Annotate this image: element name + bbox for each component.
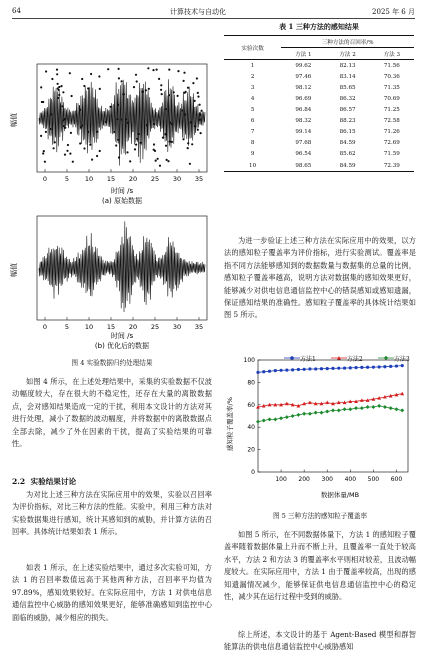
scatter-point: [43, 150, 45, 152]
data-point-method1: [383, 365, 386, 368]
plot-frame: [258, 360, 408, 472]
scatter-point: [183, 72, 185, 74]
data-point-method3: [296, 413, 300, 417]
scatter-point: [129, 160, 131, 162]
data-point-method3: [331, 408, 335, 412]
scatter-point: [200, 132, 202, 134]
table1-title: 表 1 三种方法的感知结果: [279, 22, 359, 31]
table-cell: 97.68: [295, 140, 312, 147]
data-point-method2: [400, 392, 404, 396]
table-cell: 6: [250, 118, 255, 125]
x-tick-label: 15: [106, 323, 116, 331]
x-tick-label: 400: [344, 476, 357, 483]
table-row: [224, 149, 414, 160]
scatter-point: [72, 161, 74, 163]
scatter-point: [118, 77, 120, 79]
table-cell: 96.54: [295, 151, 312, 158]
scatter-point: [136, 80, 138, 82]
scatter-point: [98, 75, 100, 77]
data-point-method3: [366, 405, 370, 409]
scatter-point: [96, 155, 98, 157]
table-cell: 9: [250, 151, 255, 158]
table-cell: 70.36: [383, 73, 400, 80]
table-row: [224, 82, 414, 93]
issue-date: 2025 年 6 月: [372, 8, 415, 16]
scatter-point: [168, 69, 170, 71]
scatter-point: [197, 129, 199, 131]
y-tick-label: 0: [251, 469, 255, 476]
data-point-method1: [366, 366, 369, 369]
data-point-method3: [371, 405, 375, 409]
table-cell: 2: [250, 73, 255, 80]
scatter-point: [56, 73, 58, 75]
figure4b-ylabel: 幅值: [10, 263, 18, 277]
figure4a-caption: (a) 原始数据: [102, 197, 142, 205]
data-point-method3: [343, 407, 347, 411]
scatter-point: [44, 161, 46, 163]
table-cell: 71.25: [383, 107, 400, 114]
data-point-method3: [360, 406, 364, 410]
scatter-point: [177, 95, 179, 97]
table-cell: 83.14: [339, 73, 356, 80]
data-point-method3: [383, 405, 387, 409]
table1-group-header: 三种方法的召回率/%: [281, 36, 414, 48]
data-point-method3: [308, 412, 312, 416]
series-line-method2: [258, 394, 402, 407]
scatter-point: [91, 159, 93, 161]
table-cell: 1: [250, 62, 255, 69]
scatter-point: [115, 144, 117, 146]
figure4-caption: 图 4 实验数据归约处理结果: [71, 359, 153, 367]
scatter-point: [99, 150, 101, 152]
table-cell: 8: [250, 140, 255, 147]
legend-label-method3: 方法3: [393, 355, 410, 363]
table1-method-header: 方法 1: [295, 51, 312, 58]
x-tick-label: 35: [194, 323, 204, 331]
data-point-method3: [291, 414, 295, 418]
x-tick-label: 20: [128, 323, 138, 331]
scatter-point: [83, 147, 85, 149]
table-cell: 97.46: [295, 73, 312, 80]
scatter-point: [45, 70, 47, 72]
data-point-method1: [303, 368, 306, 371]
figure5: [222, 346, 422, 501]
data-point-method1: [360, 366, 363, 369]
table-row: [224, 60, 414, 72]
table-cell: 71.26: [383, 129, 400, 136]
scatter-point: [165, 145, 167, 147]
figure4b-ticks: [43, 317, 203, 331]
scatter-point: [159, 165, 161, 167]
scatter-point: [81, 78, 83, 80]
x-tick-label: 10: [84, 175, 94, 183]
data-point-method3: [394, 407, 398, 411]
data-point-method1: [314, 367, 317, 370]
x-tick-label: 15: [106, 175, 116, 183]
table-cell: 71.35: [383, 84, 400, 91]
legend-label-method1: 方法1: [300, 355, 316, 363]
table-cell: 71.56: [383, 62, 400, 69]
scatter-point: [67, 144, 69, 146]
figure4a-xlabel: 时间 /s: [110, 187, 134, 195]
scatter-point: [167, 160, 169, 162]
x-tick-label: 0: [42, 175, 48, 183]
scatter-point: [196, 77, 198, 79]
left-paragraph-1: 如图 4 所示，在上述处理结果中，采集的实验数据不仅波动幅度较大，存在很大的不稳定性，还存在大量的离散数据点，会对感知结果造成一定的干扰，利用本文设计的方法对其进行处理，减小了数据的波动幅度，并将数据中的离散数据点全部去除，减少了外在因素的干扰，提高了实验结果的可靠性。: [12, 377, 212, 449]
scatter-point: [189, 163, 191, 165]
scatter-point: [192, 82, 194, 84]
scatter-point: [109, 106, 111, 108]
data-point-method3: [319, 411, 323, 415]
scatter-point: [155, 160, 157, 162]
scatter-point: [64, 154, 66, 156]
table-cell: 85.65: [339, 84, 356, 91]
table-row: [224, 116, 414, 127]
scatter-point: [56, 69, 58, 71]
y-tick-label: 100: [243, 357, 255, 364]
figure5-chart: [222, 354, 422, 502]
data-point-method1: [343, 366, 346, 369]
data-point-method3: [285, 415, 289, 419]
y-tick-label: 80: [247, 379, 255, 387]
table-cell: 71.59: [383, 151, 400, 158]
x-tick-label: 35: [194, 175, 204, 183]
scatter-point: [126, 151, 128, 153]
data-point-method1: [372, 366, 375, 369]
scatter-point: [152, 69, 154, 71]
y-tick-label: 60: [247, 401, 255, 409]
right-paragraph-1: 为进一步验证上述三种方法在实际应用中的效果，以方法的感知粒子覆盖率为评价指标，进行实验测试。覆盖率是指不同方法能够感知到的数据数量与数据集的总量的比例，感知粒子覆盖率越高，说明方法对数据集的感知效果更好，能够减少对供电信息通信监控中心的错误感知或感知遗漏，保证感知结果的准确性。感知粒子覆盖率的具体统计结果如图 5 所示。: [224, 236, 416, 320]
scatter-point: [40, 135, 42, 137]
data-point-method2: [325, 401, 329, 405]
scatter-point: [121, 80, 123, 82]
table-cell: 3: [250, 84, 255, 91]
table-row: [224, 105, 414, 116]
scatter-point: [183, 80, 185, 82]
x-tick-label: 5: [64, 323, 70, 331]
data-point-method3: [273, 417, 277, 421]
x-tick-label: 300: [321, 476, 333, 483]
data-point-method1: [401, 364, 404, 367]
data-point-method1: [326, 367, 329, 370]
table1: [224, 35, 414, 172]
scatter-point: [57, 83, 59, 85]
scatter-point: [90, 73, 92, 75]
data-point-method3: [337, 408, 341, 412]
scatter-point: [147, 67, 149, 69]
scatter-point: [166, 159, 168, 161]
scatter-point: [197, 92, 199, 94]
data-point-method1: [331, 367, 334, 370]
table-cell: 84.59: [339, 140, 356, 147]
figure4b: [6, 210, 211, 350]
table-cell: 85.62: [339, 151, 356, 158]
table-cell: 70.69: [383, 96, 400, 103]
table-cell: 98.12: [295, 84, 312, 91]
scatter-point: [62, 91, 64, 93]
right-paragraph-3: 综上所述，本文设计的基于 Agent-Based 模型和群智能算法的供电信息通信监控中心威胁感知: [224, 630, 416, 652]
scatter-point: [40, 86, 42, 88]
table1-method-header: 方法 3: [383, 51, 401, 58]
series-line-method3: [258, 406, 402, 422]
table-cell: 86.32: [339, 96, 356, 103]
scatter-point: [107, 68, 109, 70]
data-point-method2: [285, 402, 289, 406]
data-point-method1: [256, 371, 259, 374]
table-row: [224, 160, 414, 172]
scatter-point: [148, 88, 150, 90]
scatter-point: [118, 68, 120, 70]
data-point-method1: [395, 364, 398, 367]
scatter-point: [199, 104, 201, 106]
scatter-point: [158, 78, 160, 80]
x-tick-label: 500: [367, 476, 380, 483]
scatter-point: [156, 69, 158, 71]
x-tick-label: 30: [172, 175, 182, 183]
scatter-point: [187, 147, 189, 149]
scatter-point: [99, 88, 101, 90]
figure4a-ylabel: 幅值: [10, 113, 18, 127]
scatter-point: [60, 85, 62, 87]
table-cell: 99.14: [295, 129, 312, 136]
data-point-method1: [279, 369, 282, 372]
table1-count-header: 实验次数: [241, 45, 264, 52]
figure4a: [6, 60, 211, 205]
x-tick-label: 100: [275, 476, 287, 483]
figure5-caption: 图 5 三种方法的感知粒子覆盖率: [272, 512, 368, 520]
data-point-method3: [354, 406, 358, 410]
data-point-method1: [337, 367, 340, 370]
scatter-point: [160, 84, 162, 86]
data-point-method3: [348, 407, 352, 411]
scatter-point: [177, 70, 179, 72]
x-tick-label: 600: [390, 476, 403, 483]
scatter-point: [157, 158, 159, 160]
scatter-point: [53, 147, 55, 149]
table-cell: 72.58: [383, 118, 400, 125]
data-point-method2: [308, 401, 312, 405]
table-cell: 72.69: [383, 140, 400, 147]
scatter-point: [45, 131, 47, 133]
table-row: [224, 71, 414, 82]
data-point-method3: [302, 412, 306, 416]
data-point-method3: [279, 416, 283, 420]
scatter-point: [187, 87, 189, 89]
table-cell: 7: [250, 129, 255, 136]
figure4b-caption: (b) 优化后的数据: [94, 342, 150, 350]
scatter-point: [69, 153, 71, 155]
table-cell: 98.32: [295, 118, 312, 125]
scatter-point: [184, 92, 186, 94]
table-cell: 10: [249, 162, 257, 169]
data-point-method3: [325, 410, 329, 414]
data-point-method1: [308, 367, 311, 370]
right-paragraph-2: 如图 5 所示，在不同数据体量下，方法 1 的感知粒子覆盖率随着数据体量上升而不断上升，且覆盖率一直处于较高水平，方法 2 和方法 3 的覆盖率水平则相对较差，且波动幅度较大。在实际应用中，方法 1 由于覆盖率较高，出现的感知遗漏情况减少，能够保证供电信息通信监控中心的稳定性，减少其在运行过程中受到的威胁。: [224, 530, 416, 602]
scatter-point: [69, 72, 71, 74]
table-cell: 5: [250, 107, 255, 114]
table-cell: 86.15: [339, 129, 356, 136]
x-tick-label: 10: [84, 323, 94, 331]
figure5-ylabel: 感知粒子覆盖率/%: [226, 397, 234, 451]
data-point-method3: [256, 420, 260, 424]
x-tick-label: 200: [298, 476, 310, 483]
page-number: 64: [12, 7, 21, 15]
section-number: 2.2: [12, 477, 26, 486]
section-heading: [12, 476, 76, 487]
legend-label-method2: 方法2: [346, 355, 363, 363]
y-tick-label: 40: [247, 424, 255, 432]
scatter-point: [58, 86, 60, 88]
scatter-point: [70, 132, 72, 134]
table-row: [224, 138, 414, 149]
scatter-point: [135, 74, 137, 76]
scatter-point: [66, 150, 68, 152]
data-point-method3: [400, 408, 404, 412]
y-tick-label: 20: [247, 446, 255, 454]
data-point-method1: [320, 367, 323, 370]
scatter-point: [153, 143, 155, 145]
section-title: 实验结果讨论: [30, 477, 77, 486]
scatter-point: [191, 143, 193, 145]
data-point-method1: [349, 366, 352, 369]
table-cell: 82.13: [339, 62, 356, 69]
journal-title: 计算技术与自动化: [170, 8, 226, 16]
figure4a-ticks: [43, 169, 203, 183]
scatter-point: [197, 96, 199, 98]
data-point-method1: [354, 366, 357, 369]
data-point-method1: [291, 368, 294, 371]
scatter-point: [42, 101, 44, 103]
scatter-point: [134, 148, 136, 150]
table-cell: 72.39: [383, 162, 400, 169]
figure4b-waveform: [39, 221, 205, 312]
data-point-method3: [377, 404, 381, 408]
figure5-xlabel: 数据体量/MB: [320, 491, 360, 499]
table-cell: 99.62: [295, 62, 312, 69]
figure4b-xlabel: 时间 /s: [110, 332, 134, 340]
data-point-method1: [285, 368, 288, 371]
table-cell: 4: [250, 96, 255, 103]
table-row: [224, 93, 414, 104]
header-rule: [12, 18, 415, 19]
table-cell: 98.65: [295, 162, 312, 169]
scatter-point: [79, 142, 81, 144]
scatter-point: [133, 86, 135, 88]
scatter-point: [160, 89, 162, 91]
x-tick-label: 5: [64, 175, 70, 183]
data-point-method1: [378, 365, 381, 368]
data-point-method1: [297, 368, 300, 371]
x-tick-label: 0: [42, 323, 48, 331]
x-tick-label: 20: [128, 175, 138, 183]
data-point-method3: [268, 417, 272, 421]
table-cell: 96.84: [295, 107, 312, 114]
table1-body: [224, 60, 414, 172]
left-paragraph-3: 如表 1 所示，在上述实验结果中，通过多次实验可知，方法 1 的召回率数值远高于其他两种方法，召回率平均值为 97.89%，感知效果较好。在实际应用中，方法 1 对供电信息通信监控中心威胁的感知效果更好，能够准确感知到监控中心面临的威胁，减少相应的损失。: [12, 563, 212, 622]
data-point-method3: [314, 411, 318, 415]
table-row: [224, 127, 414, 138]
x-tick-label: 25: [150, 175, 160, 183]
table1-method-header: 方法 2: [339, 51, 356, 58]
x-tick-label: 25: [150, 323, 160, 331]
scatter-point: [42, 152, 44, 154]
data-point-method1: [268, 370, 271, 373]
scatter-point: [135, 144, 137, 146]
data-point-method1: [274, 369, 277, 372]
scatter-point: [153, 149, 155, 151]
scatter-point: [51, 78, 53, 80]
table-cell: 96.69: [295, 96, 312, 103]
data-point-method3: [389, 406, 393, 410]
table-cell: 88.23: [339, 118, 356, 125]
data-point-method3: [262, 418, 266, 422]
scatter-point: [71, 95, 73, 97]
left-paragraph-2: 为对比上述三种方法在实际应用中的效果，实验以召回率为评价指标，对比三种方法的性能。实验中，利用三种方法对实验数据集进行感知，统计其感知到的威胁，并计算方法的召回率。具体统计结果如表 1 所示。: [12, 490, 212, 537]
table-cell: 86.57: [339, 107, 356, 114]
table-cell: 84.59: [339, 162, 356, 169]
data-point-method1: [262, 370, 265, 373]
scatter-point: [161, 93, 163, 95]
data-point-method1: [389, 365, 392, 368]
x-tick-label: 30: [172, 323, 182, 331]
